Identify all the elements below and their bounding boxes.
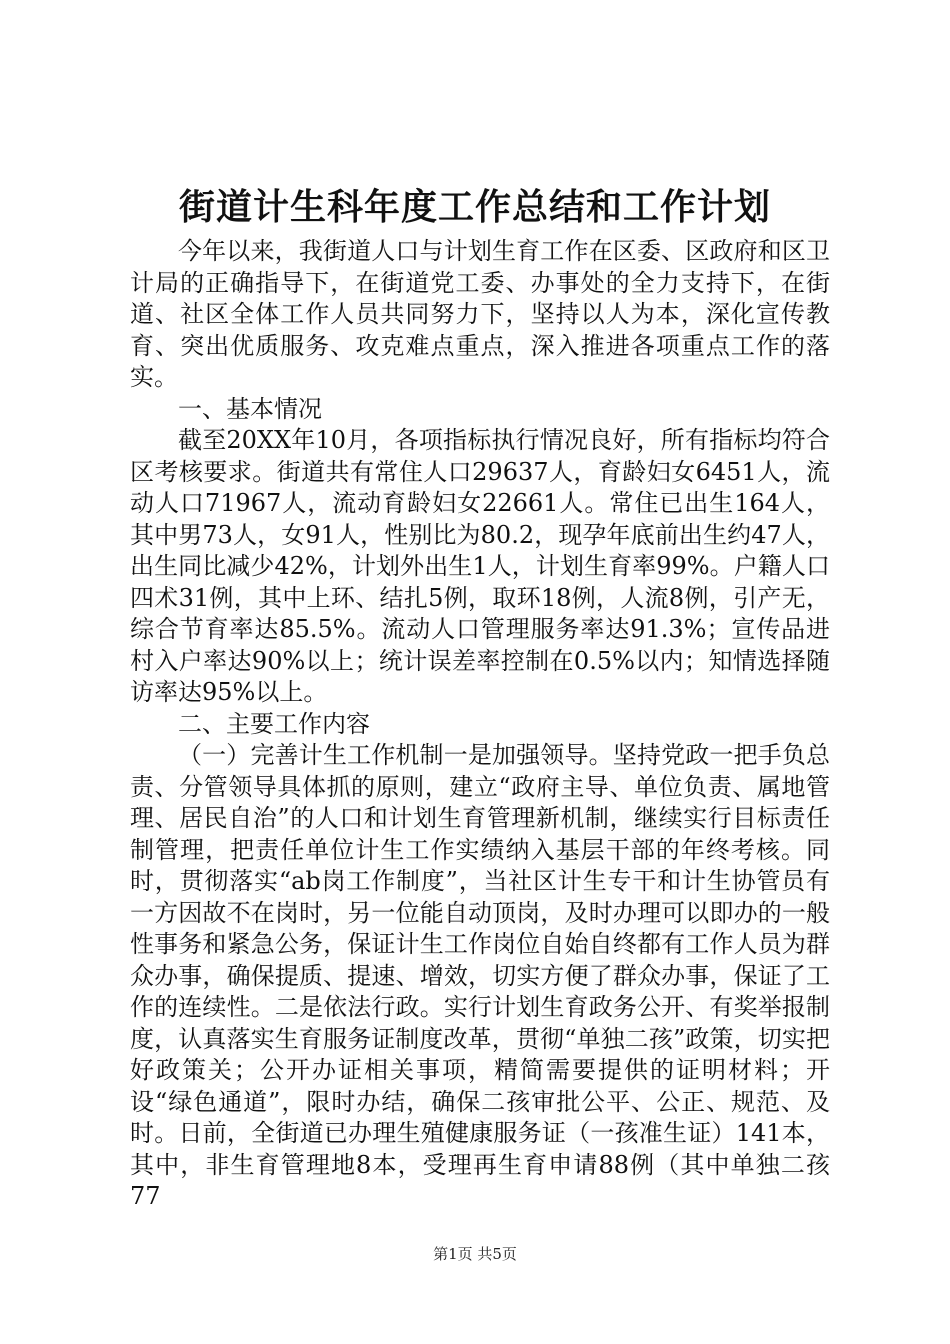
page-footer: 第1页 共5页 [433,1245,517,1263]
main-work-paragraph: （一）完善计生工作机制一是加强领导。坚持党政一把手负总责、分管领导具体抓的原则，建立“政府主导、单位负责、属地管理、居民自治”的人口和计划生育管理新机制，继续实行目标责任制管理，把责任单位计生工作实绩纳入基层干部的年终考核。同时，贯彻落实“ab岗工作制度”，当社区计生专干和计生协管员有一方因故不在岗时，另一位能自动顶岗，及时办理可以即办的一般性事务和紧急公务，保证计生工作岗位自始自终都有工作人员为群众办事，确保提质、提速、增效，切实方便了群众办事，保证了工作的连续性。二是依法行政。实行计划生育政务公开、有奖举报制度，认真落实生育服务证制度改革，贯彻“单独二孩”政策，切实把好政策关；公开办证相关事项，精简需要提供的证明材料；开设“绿色通道”，限时办结，确保二孩审批公平、公正、规范、及时。日前，全街道已办理生殖健康服务证（一孩准生证）141本，其中，非生育管理地8本，受理再生育申请88例（其中单独二孩77 [130,741,830,1210]
section-heading-main-work: 二、主要工作内容 [178,709,370,738]
document-title: 街道计生科年度工作总结和工作计划 [178,186,771,228]
basic-situation-paragraph: 截至20XX年10月，各项指标执行情况良好，所有指标均符合区考核要求。街道共有常住人口29637人，育龄妇女6451人，流动人口71967人，流动育龄妇女22661人。常住已出生164人，其中男73人，女91人，性别比为80.2，现孕年底前出生约47人，出生同比减少42%，计划外出生1人，计划生育率99%。户籍人口四术31例，其中上环、结扎5例，取环18例，人流8例，引产无，综合节育率达85.5%。流动人口管理服务率达91.3%；宣传品进村入户率达90%以上；统计误差率控制在0.5%以内；知情选择随访率达95%以上。 [130,426,830,706]
document-body [130,236,830,1213]
section-heading-basic-situation: 一、基本情况 [178,394,322,423]
intro-paragraph: 今年以来，我街道人口与计划生育工作在区委、区政府和区卫计局的正确指导下，在街道党工委、办事处的全力支持下，在街道、社区全体工作人员共同努力下，坚持以人为本，深化宣传教育、突出优质服务、攻克难点重点，深入推进各项重点工作的落实。 [130,237,830,391]
